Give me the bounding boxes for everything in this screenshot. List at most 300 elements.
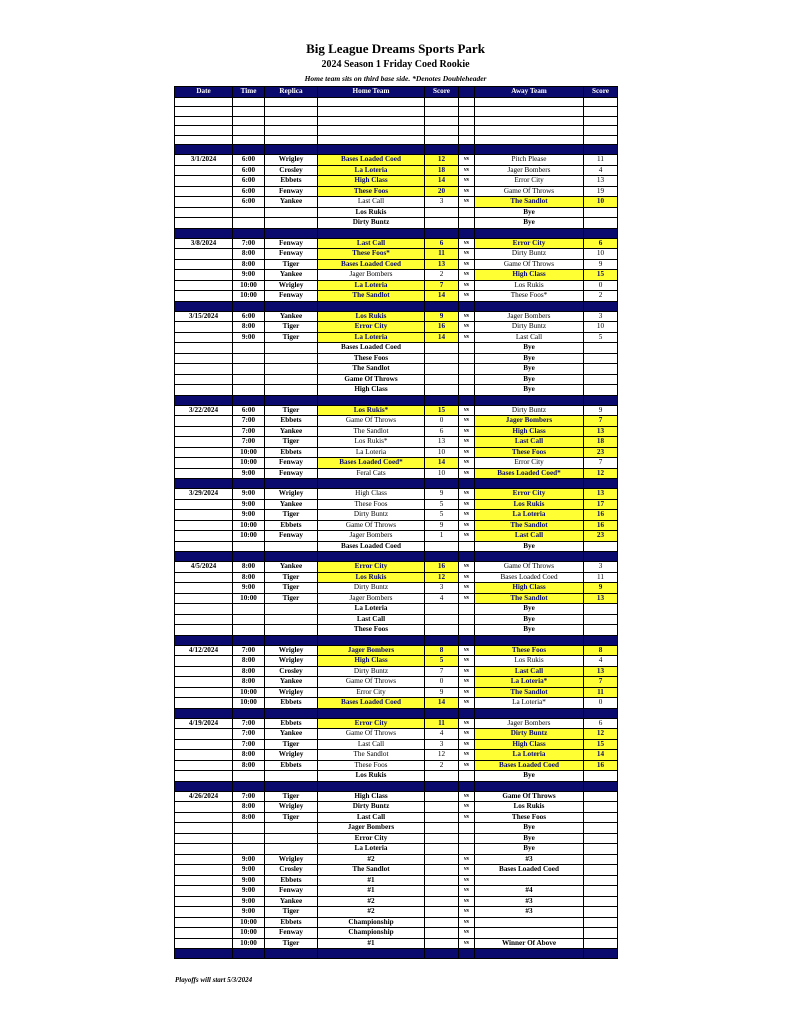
replica-cell	[265, 301, 318, 311]
away-team-cell	[475, 917, 584, 928]
time-cell	[233, 781, 265, 791]
away-team-cell: Bye	[475, 823, 584, 834]
time-cell: 8:00	[233, 259, 265, 270]
column-header-away-score: Score	[584, 87, 618, 98]
home-team-cell: Game Of Throws	[318, 729, 425, 740]
home-score-cell	[425, 552, 459, 562]
replica-cell: Yankee	[265, 562, 318, 573]
table-row	[175, 583, 618, 594]
vs-cell: vs	[459, 176, 475, 187]
vs-cell: vs	[459, 155, 475, 166]
week-separator	[175, 781, 618, 791]
home-team-cell: The Sandlot	[318, 291, 425, 302]
date-cell	[175, 186, 233, 197]
date-cell	[175, 374, 233, 385]
vs-cell: vs	[459, 583, 475, 594]
time-cell	[233, 107, 265, 117]
away-team-cell: #4	[475, 886, 584, 897]
date-cell	[175, 708, 233, 718]
time-cell: 10:00	[233, 520, 265, 531]
away-team-cell: High Class	[475, 426, 584, 437]
time-cell: 10:00	[233, 447, 265, 458]
away-score-cell: 6	[584, 718, 618, 729]
column-header-time: Time	[233, 87, 265, 98]
away-score-cell	[584, 301, 618, 311]
home-score-cell	[425, 353, 459, 364]
home-score-cell: 3	[425, 197, 459, 208]
away-score-cell: 16	[584, 510, 618, 521]
replica-cell	[265, 364, 318, 375]
away-score-cell	[584, 541, 618, 552]
time-cell	[233, 364, 265, 375]
vs-cell: vs	[459, 249, 475, 260]
home-score-cell	[425, 833, 459, 844]
away-score-cell: 10	[584, 197, 618, 208]
table-row	[175, 812, 618, 823]
date-cell	[175, 97, 233, 107]
home-score-cell: 20	[425, 186, 459, 197]
away-score-cell	[584, 364, 618, 375]
date-cell	[175, 812, 233, 823]
away-score-cell: 11	[584, 572, 618, 583]
away-team-cell: These Foos	[475, 645, 584, 656]
away-team-cell: Bye	[475, 614, 584, 625]
replica-cell: Crosley	[265, 165, 318, 176]
away-team-cell: Jager Bombers	[475, 165, 584, 176]
date-cell	[175, 510, 233, 521]
replica-cell: Tiger	[265, 907, 318, 918]
away-team-cell: #3	[475, 896, 584, 907]
time-cell: 8:00	[233, 802, 265, 813]
date-cell	[175, 437, 233, 448]
date-cell	[175, 928, 233, 939]
away-score-cell: 10	[584, 322, 618, 333]
time-cell	[233, 116, 265, 126]
vs-cell	[459, 395, 475, 405]
table-row	[175, 510, 618, 521]
away-score-cell	[584, 781, 618, 791]
away-score-cell: 0	[584, 698, 618, 709]
home-team-cell: La Loteria	[318, 332, 425, 343]
vs-cell: vs	[459, 238, 475, 249]
home-team-cell: Jager Bombers	[318, 531, 425, 542]
time-cell: 8:00	[233, 572, 265, 583]
date-cell	[175, 666, 233, 677]
away-score-cell: 16	[584, 520, 618, 531]
away-team-cell: Bye	[475, 844, 584, 855]
home-score-cell	[425, 791, 459, 802]
table-row	[175, 917, 618, 928]
home-score-cell	[425, 385, 459, 396]
vs-cell: vs	[459, 666, 475, 677]
home-team-cell	[318, 116, 425, 126]
away-team-cell	[475, 97, 584, 107]
time-cell: 10:00	[233, 280, 265, 291]
date-cell: 3/15/2024	[175, 311, 233, 322]
home-team-cell	[318, 107, 425, 117]
home-score-cell	[425, 364, 459, 375]
home-team-cell: These Foos	[318, 760, 425, 771]
home-score-cell	[425, 625, 459, 636]
time-cell	[233, 207, 265, 218]
away-team-cell: The Sandlot	[475, 687, 584, 698]
time-cell: 9:00	[233, 510, 265, 521]
date-cell	[175, 291, 233, 302]
home-team-cell: Bases Loaded Coed	[318, 259, 425, 270]
time-cell	[233, 479, 265, 489]
away-team-cell: High Class	[475, 270, 584, 281]
away-score-cell	[584, 802, 618, 813]
home-score-cell: 0	[425, 677, 459, 688]
date-cell	[175, 458, 233, 469]
date-cell	[175, 468, 233, 479]
replica-cell	[265, 949, 318, 959]
away-score-cell: 19	[584, 186, 618, 197]
home-team-cell: Bases Loaded Coed	[318, 698, 425, 709]
away-team-cell: Jager Bombers	[475, 416, 584, 427]
home-score-cell: 9	[425, 687, 459, 698]
table-row	[175, 364, 618, 375]
replica-cell: Tiger	[265, 583, 318, 594]
home-team-cell	[318, 135, 425, 145]
date-cell	[175, 541, 233, 552]
date-cell	[175, 165, 233, 176]
time-cell	[233, 771, 265, 782]
vs-cell: vs	[459, 499, 475, 510]
date-cell	[175, 593, 233, 604]
table-row	[175, 116, 618, 126]
time-cell: 10:00	[233, 917, 265, 928]
vs-cell: vs	[459, 437, 475, 448]
date-cell	[175, 218, 233, 229]
away-team-cell: The Sandlot	[475, 593, 584, 604]
home-team-cell: High Class	[318, 176, 425, 187]
replica-cell	[265, 781, 318, 791]
date-cell	[175, 107, 233, 117]
time-cell: 8:00	[233, 812, 265, 823]
away-score-cell	[584, 833, 618, 844]
replica-cell: Fenway	[265, 928, 318, 939]
vs-cell	[459, 625, 475, 636]
away-score-cell	[584, 604, 618, 615]
home-score-cell	[425, 938, 459, 949]
replica-cell: Tiger	[265, 572, 318, 583]
date-cell	[175, 426, 233, 437]
replica-cell: Fenway	[265, 291, 318, 302]
home-team-cell: Error City	[318, 833, 425, 844]
date-cell	[175, 583, 233, 594]
away-score-cell: 2	[584, 291, 618, 302]
vs-cell: vs	[459, 802, 475, 813]
replica-cell: Ebbets	[265, 416, 318, 427]
vs-cell: vs	[459, 531, 475, 542]
home-score-cell	[425, 949, 459, 959]
home-team-cell	[318, 552, 425, 562]
home-score-cell	[425, 886, 459, 897]
date-cell: 4/12/2024	[175, 645, 233, 656]
table-row	[175, 718, 618, 729]
away-score-cell	[584, 385, 618, 396]
replica-cell: Fenway	[265, 249, 318, 260]
table-row	[175, 437, 618, 448]
away-team-cell: Last Call	[475, 332, 584, 343]
home-score-cell: 7	[425, 280, 459, 291]
replica-cell	[265, 385, 318, 396]
replica-cell: Fenway	[265, 238, 318, 249]
home-team-cell: Bases Loaded Coed	[318, 343, 425, 354]
home-team-cell: Bases Loaded Coed	[318, 155, 425, 166]
date-cell	[175, 259, 233, 270]
away-score-cell	[584, 791, 618, 802]
away-team-cell: La Loteria*	[475, 698, 584, 709]
vs-cell	[459, 771, 475, 782]
time-cell	[233, 374, 265, 385]
replica-cell: Wrigley	[265, 854, 318, 865]
week-separator	[175, 395, 618, 405]
vs-cell	[459, 604, 475, 615]
home-score-cell	[425, 635, 459, 645]
replica-cell: Ebbets	[265, 698, 318, 709]
replica-cell: Yankee	[265, 677, 318, 688]
time-cell	[233, 541, 265, 552]
vs-cell: vs	[459, 416, 475, 427]
date-cell	[175, 625, 233, 636]
table-row	[175, 186, 618, 197]
time-cell: 6:00	[233, 197, 265, 208]
home-score-cell: 12	[425, 750, 459, 761]
replica-cell: Tiger	[265, 791, 318, 802]
home-score-cell	[425, 823, 459, 834]
away-team-cell	[475, 949, 584, 959]
away-score-cell: 10	[584, 249, 618, 260]
away-team-cell: Game Of Throws	[475, 562, 584, 573]
table-row	[175, 385, 618, 396]
home-score-cell: 14	[425, 176, 459, 187]
date-cell	[175, 833, 233, 844]
home-team-cell: These Foos*	[318, 249, 425, 260]
table-row	[175, 938, 618, 949]
home-team-cell: High Class	[318, 656, 425, 667]
date-cell	[175, 364, 233, 375]
time-cell	[233, 301, 265, 311]
time-cell: 6:00	[233, 155, 265, 166]
home-team-cell	[318, 949, 425, 959]
away-team-cell: Los Rukis	[475, 499, 584, 510]
vs-cell	[459, 781, 475, 791]
home-team-cell	[318, 635, 425, 645]
vs-cell: vs	[459, 854, 475, 865]
vs-cell	[459, 364, 475, 375]
vs-cell	[459, 635, 475, 645]
home-score-cell: 18	[425, 165, 459, 176]
replica-cell: Yankee	[265, 896, 318, 907]
table-row	[175, 541, 618, 552]
home-score-cell	[425, 301, 459, 311]
time-cell: 6:00	[233, 311, 265, 322]
replica-cell	[265, 771, 318, 782]
home-score-cell	[425, 343, 459, 354]
week-separator	[175, 145, 618, 155]
home-team-cell: #1	[318, 886, 425, 897]
replica-cell: Ebbets	[265, 875, 318, 886]
time-cell: 9:00	[233, 499, 265, 510]
vs-cell	[459, 135, 475, 145]
replica-cell	[265, 604, 318, 615]
time-cell	[233, 708, 265, 718]
away-team-cell: Dirty Buntz	[475, 405, 584, 416]
home-score-cell	[425, 228, 459, 238]
table-row	[175, 405, 618, 416]
date-cell	[175, 614, 233, 625]
table-row	[175, 238, 618, 249]
vs-cell	[459, 97, 475, 107]
table-row	[175, 645, 618, 656]
table-row	[175, 687, 618, 698]
footer-note: Playoffs will start 5/3/2024	[175, 976, 253, 984]
replica-cell: Tiger	[265, 332, 318, 343]
vs-cell	[459, 228, 475, 238]
vs-cell	[459, 949, 475, 959]
time-cell: 7:00	[233, 238, 265, 249]
home-score-cell: 13	[425, 437, 459, 448]
replica-cell	[265, 126, 318, 136]
away-score-cell: 9	[584, 405, 618, 416]
date-cell	[175, 207, 233, 218]
replica-cell: Tiger	[265, 437, 318, 448]
table-row	[175, 197, 618, 208]
home-team-cell: These Foos	[318, 499, 425, 510]
time-cell: 8:00	[233, 666, 265, 677]
away-team-cell: Bye	[475, 353, 584, 364]
replica-cell: Fenway	[265, 458, 318, 469]
home-team-cell: Championship	[318, 917, 425, 928]
home-team-cell: Last Call	[318, 812, 425, 823]
home-score-cell	[425, 135, 459, 145]
time-cell	[233, 228, 265, 238]
away-score-cell: 7	[584, 677, 618, 688]
vs-cell	[459, 207, 475, 218]
time-cell	[233, 844, 265, 855]
time-cell: 6:00	[233, 165, 265, 176]
away-score-cell	[584, 218, 618, 229]
home-score-cell: 9	[425, 311, 459, 322]
date-cell	[175, 635, 233, 645]
table-row	[175, 416, 618, 427]
home-score-cell: 11	[425, 249, 459, 260]
home-team-cell: These Foos	[318, 353, 425, 364]
time-cell: 9:00	[233, 332, 265, 343]
away-team-cell	[475, 116, 584, 126]
home-team-cell: The Sandlot	[318, 364, 425, 375]
away-team-cell	[475, 928, 584, 939]
home-team-cell: The Sandlot	[318, 426, 425, 437]
date-cell	[175, 687, 233, 698]
replica-cell: Ebbets	[265, 176, 318, 187]
time-cell	[233, 395, 265, 405]
vs-cell: vs	[459, 489, 475, 500]
table-row	[175, 729, 618, 740]
home-team-cell: Last Call	[318, 614, 425, 625]
home-team-cell	[318, 479, 425, 489]
column-header-home-team: Home Team	[318, 87, 425, 98]
time-cell: 7:00	[233, 416, 265, 427]
away-score-cell	[584, 875, 618, 886]
away-team-cell: Game Of Throws	[475, 791, 584, 802]
time-cell: 9:00	[233, 583, 265, 594]
away-team-cell: These Foos	[475, 812, 584, 823]
time-cell: 10:00	[233, 291, 265, 302]
time-cell: 9:00	[233, 907, 265, 918]
table-row	[175, 468, 618, 479]
away-team-cell: Bye	[475, 207, 584, 218]
vs-cell: vs	[459, 907, 475, 918]
vs-cell: vs	[459, 739, 475, 750]
away-team-cell	[475, 781, 584, 791]
vs-cell: vs	[459, 322, 475, 333]
vs-cell: vs	[459, 760, 475, 771]
home-team-cell: Game Of Throws	[318, 416, 425, 427]
replica-cell	[265, 844, 318, 855]
date-cell	[175, 499, 233, 510]
vs-cell: vs	[459, 426, 475, 437]
replica-cell: Yankee	[265, 197, 318, 208]
replica-cell	[265, 353, 318, 364]
home-team-cell: #1	[318, 938, 425, 949]
away-score-cell	[584, 107, 618, 117]
away-team-cell	[475, 301, 584, 311]
away-score-cell: 9	[584, 583, 618, 594]
away-team-cell: Error City	[475, 176, 584, 187]
away-team-cell: High Class	[475, 583, 584, 594]
away-score-cell	[584, 353, 618, 364]
table-row	[175, 614, 618, 625]
replica-cell: Ebbets	[265, 447, 318, 458]
table-row	[175, 353, 618, 364]
away-score-cell	[584, 917, 618, 928]
column-header-replica: Replica	[265, 87, 318, 98]
home-score-cell	[425, 802, 459, 813]
table-row	[175, 207, 618, 218]
replica-cell	[265, 479, 318, 489]
vs-cell	[459, 823, 475, 834]
home-team-cell: Feral Cats	[318, 468, 425, 479]
away-score-cell	[584, 635, 618, 645]
table-row	[175, 666, 618, 677]
away-team-cell: Bases Loaded Coed	[475, 865, 584, 876]
away-team-cell: Los Rukis	[475, 802, 584, 813]
away-score-cell: 3	[584, 562, 618, 573]
week-separator	[175, 552, 618, 562]
replica-cell: Tiger	[265, 510, 318, 521]
table-row	[175, 291, 618, 302]
table-row	[175, 311, 618, 322]
date-cell	[175, 135, 233, 145]
home-score-cell: 5	[425, 656, 459, 667]
vs-cell: vs	[459, 280, 475, 291]
away-score-cell: 23	[584, 531, 618, 542]
column-header-date: Date	[175, 87, 233, 98]
away-team-cell: #3	[475, 854, 584, 865]
vs-cell: vs	[459, 677, 475, 688]
away-team-cell: Dirty Buntz	[475, 729, 584, 740]
replica-cell: Tiger	[265, 739, 318, 750]
away-team-cell: La Loteria	[475, 750, 584, 761]
vs-cell: vs	[459, 510, 475, 521]
date-cell	[175, 385, 233, 396]
home-score-cell: 9	[425, 520, 459, 531]
replica-cell	[265, 218, 318, 229]
home-team-cell: Jager Bombers	[318, 270, 425, 281]
